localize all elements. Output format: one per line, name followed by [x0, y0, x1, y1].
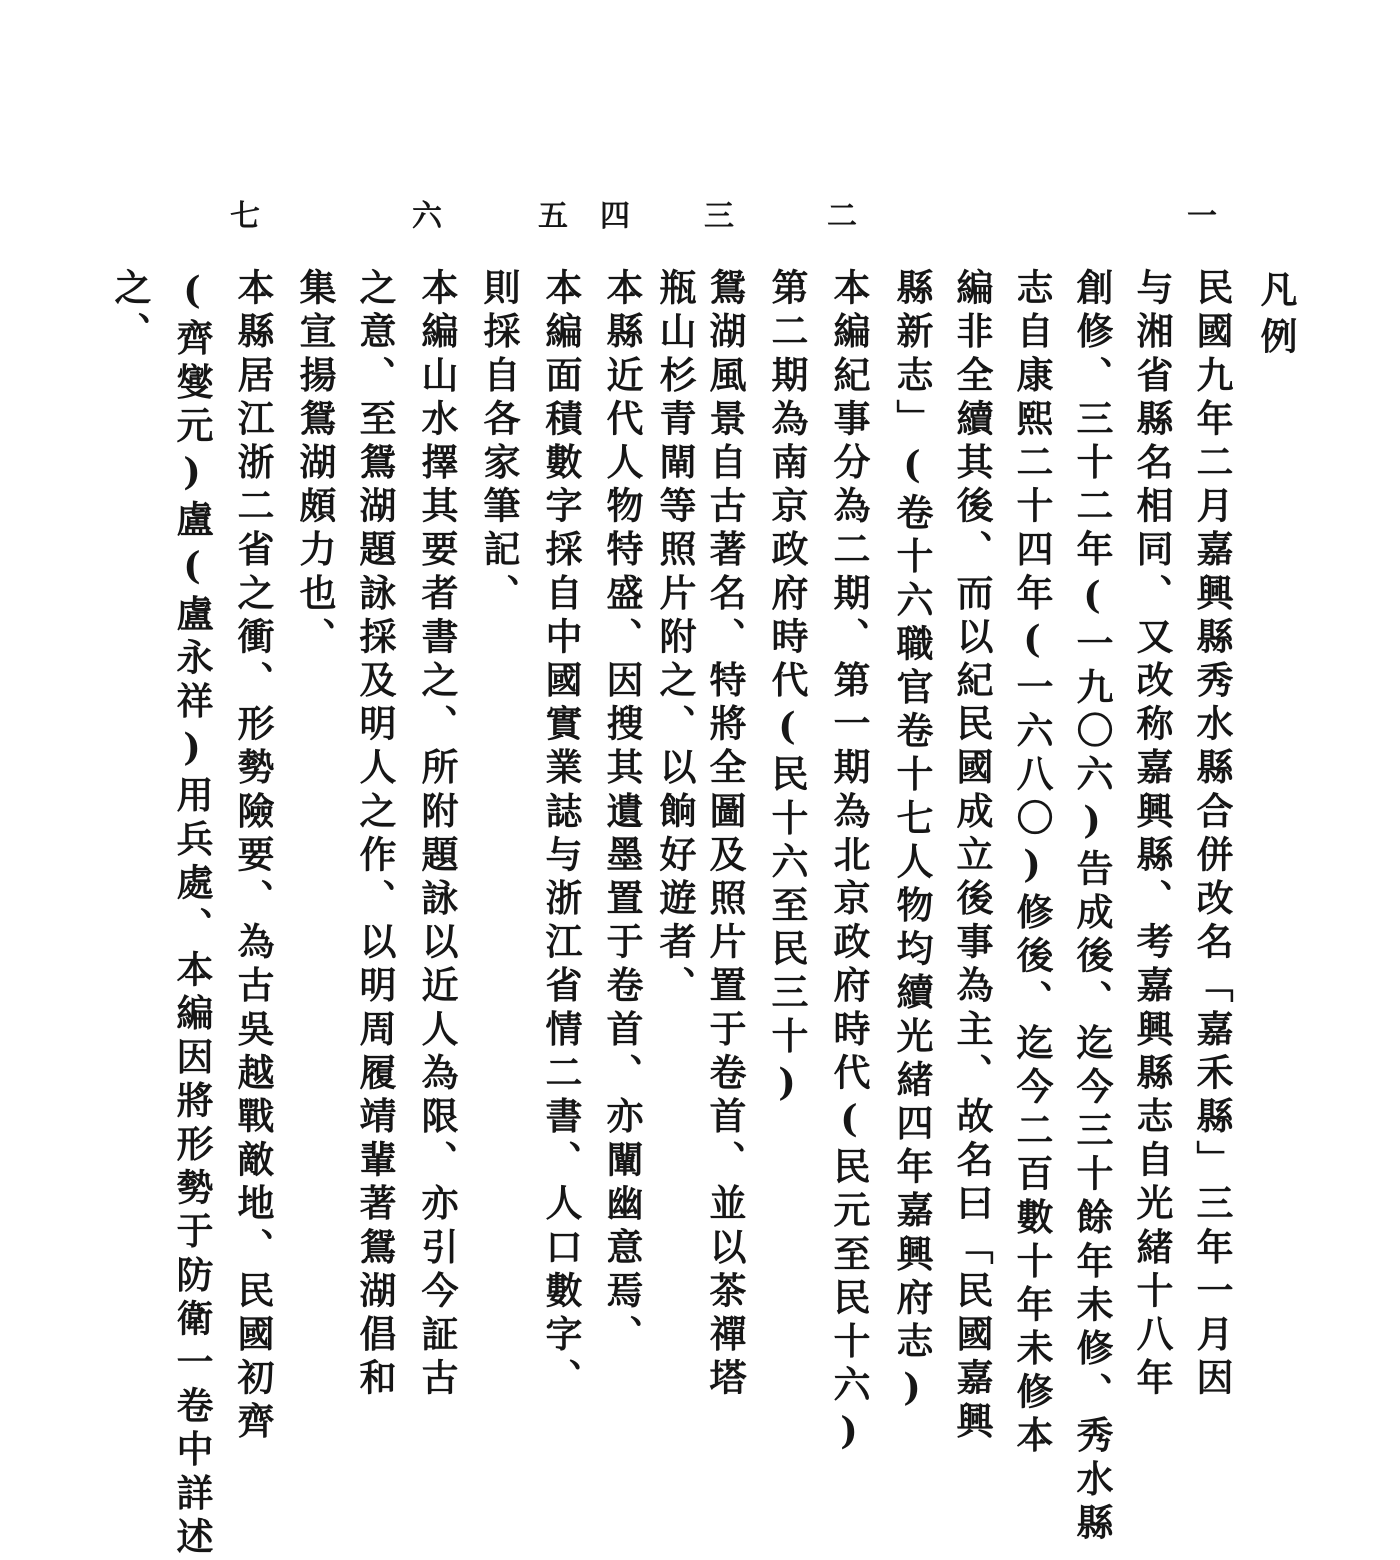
text-column: 本縣近代人物特盛、因搜其遺墨置于卷首、亦闡幽意焉、 [600, 268, 644, 1358]
text-column: 瓶山杉青閘等照片附之、以餉好遊者、 [653, 268, 697, 1010]
item-number-5: 五 [538, 199, 568, 234]
text-column: 本編紀事分為二期、第一期為北京政府時代(民元至民十六) [827, 268, 871, 1460]
text-column: 則採自各家筆記、 [477, 268, 521, 617]
text-column: (齊燮元)盧(盧永祥)用兵處、本編因將形勢于防衛一卷中詳述 [170, 268, 214, 1560]
text-column: 第二期為南京政府時代(民十六至民三十) [765, 268, 809, 1111]
text-column: 縣新志」(卷十六職官卷十七人物均續光緒四年嘉興府志) [890, 268, 934, 1416]
text-column: 集宣揚鴛湖頗力也、 [293, 268, 337, 661]
text-column: 鴛湖風景自古著名、特將全圖及照片置于卷首、並以茶禪塔 [703, 268, 747, 1402]
text-column: 本編山水擇其要者書之、所附題詠以近人為限、亦引今証古 [415, 268, 459, 1402]
text-column: 本縣居江浙二省之衝、形勢險要、為古吳越戰敵地、民國初齊 [231, 268, 275, 1446]
text-column: 志自康熙二十四年(一六八〇)修後、迄今二百數十年未修本 [1010, 268, 1054, 1460]
item-number-1: 一 [1187, 199, 1217, 234]
item-number-6: 六 [412, 199, 442, 234]
text-column: 編非全續其後、而以紀民國成立後事為主、故名曰「民國嘉興 [950, 268, 994, 1446]
text-column: 民國九年二月嘉興縣秀水縣合併改名「嘉禾縣」三年一月因 [1190, 268, 1234, 1402]
item-number-4: 四 [600, 199, 630, 234]
text-column: 之、 [108, 268, 152, 356]
text-column: 与湘省縣名相同、又改称嘉興縣、考嘉興縣志自光緒十八年 [1130, 268, 1174, 1402]
item-number-2: 二 [827, 199, 857, 234]
text-column: 之意、至鴛湖題詠採及明人之作、以明周履靖輩著鴛湖倡和 [353, 268, 397, 1402]
page-heading: 凡例 [1254, 270, 1298, 364]
text-column: 本編面積數字採自中國實業誌与浙江省情二書、人口數字、 [539, 268, 583, 1402]
item-number-3: 三 [704, 199, 734, 234]
item-number-7: 七 [230, 199, 260, 234]
text-column: 創修、三十二年(一九〇六)告成後、迄今三十餘年未修、秀水縣 [1070, 268, 1114, 1547]
